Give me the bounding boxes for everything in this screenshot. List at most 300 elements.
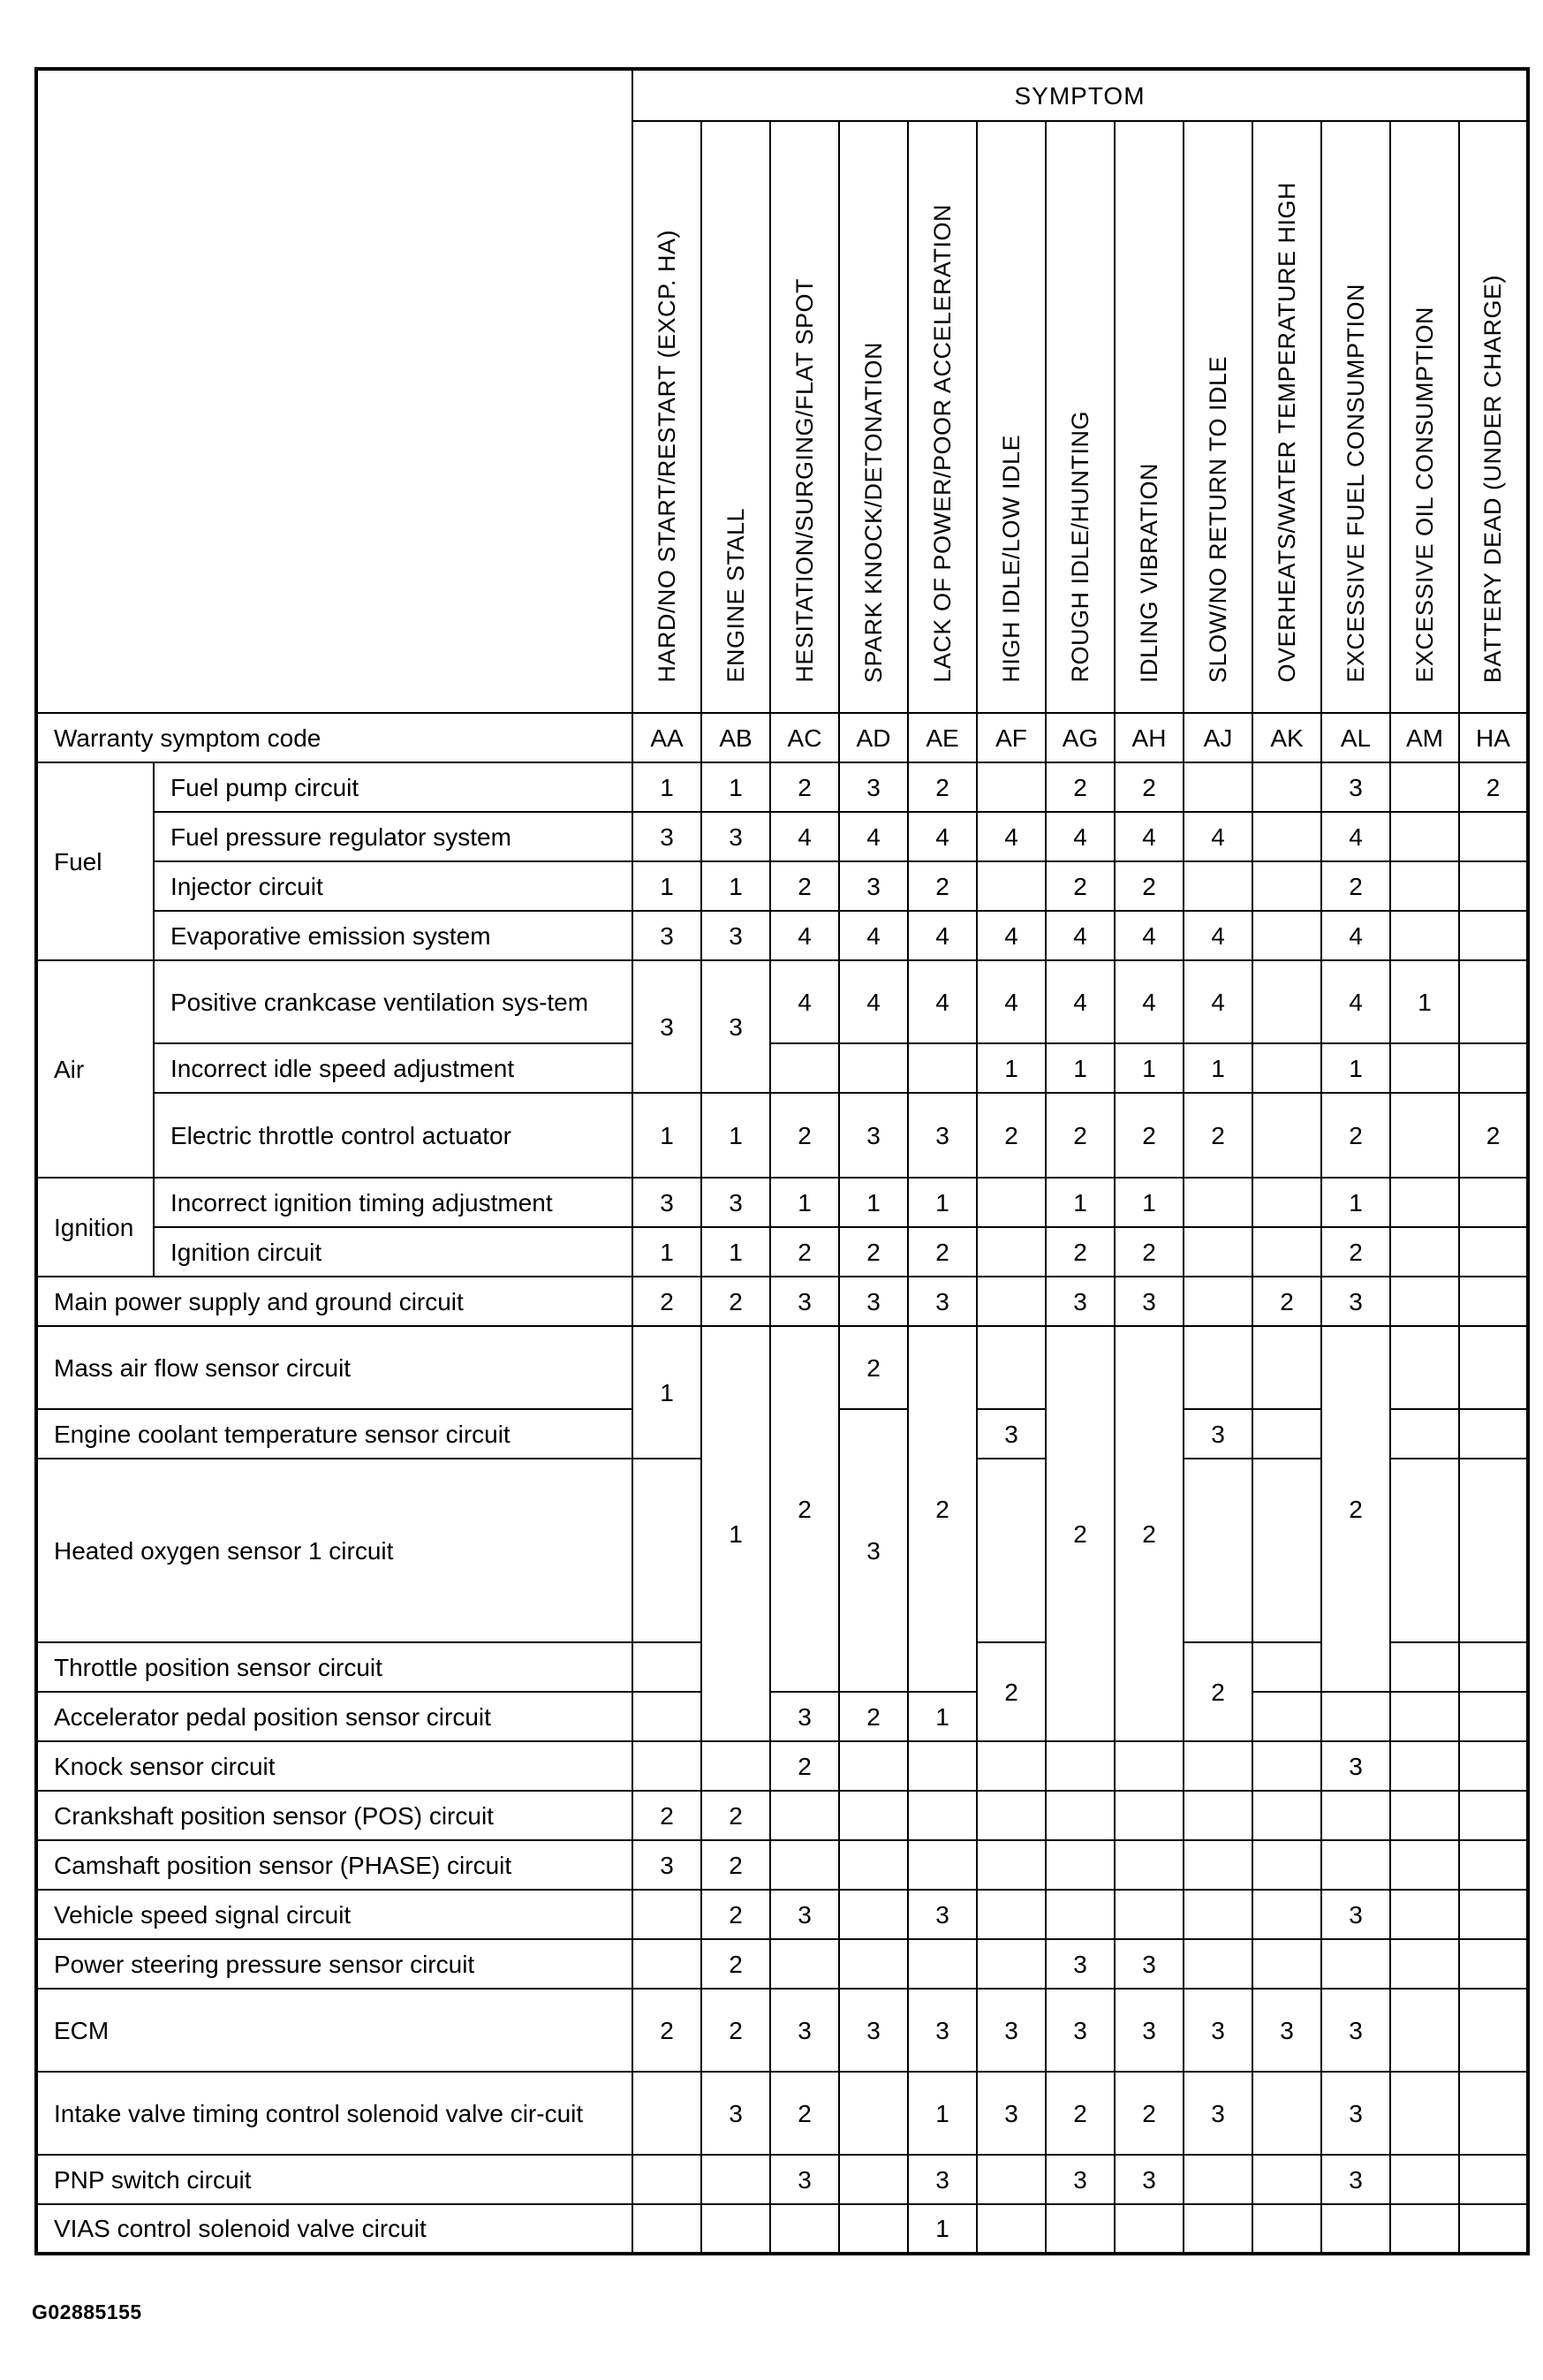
value-cell bbox=[1390, 1890, 1459, 1939]
item-label: Heated oxygen sensor 1 circuit bbox=[36, 1459, 632, 1642]
value-cell bbox=[1046, 1840, 1115, 1890]
value-cell: 2 bbox=[770, 762, 839, 812]
symptom-name-ak: OVERHEATS/WATER TEMPERATURE HIGH bbox=[1252, 121, 1321, 713]
value-cell bbox=[1184, 2204, 1252, 2254]
value-cell: 1 bbox=[632, 1227, 701, 1277]
value-cell bbox=[1390, 1939, 1459, 1989]
category-ignition: Ignition bbox=[36, 1178, 154, 1277]
value-cell bbox=[1390, 1989, 1459, 2072]
value-cell: 2 bbox=[770, 2072, 839, 2155]
value-cell bbox=[1252, 1178, 1321, 1227]
value-cell: 3 bbox=[908, 1277, 977, 1326]
value-cell: 2 bbox=[770, 861, 839, 911]
value-cell: 3 bbox=[701, 960, 770, 1093]
value-cell bbox=[1390, 1741, 1459, 1791]
symptom-name-ag: ROUGH IDLE/HUNTING bbox=[1046, 121, 1115, 713]
value-cell: 4 bbox=[977, 812, 1046, 861]
value-cell: 1 bbox=[1115, 1178, 1184, 1227]
value-cell: 1 bbox=[701, 1093, 770, 1178]
value-cell bbox=[770, 1043, 839, 1093]
warranty-code: AL bbox=[1321, 713, 1390, 762]
value-cell: 2 bbox=[908, 1227, 977, 1277]
value-cell: 2 bbox=[770, 1326, 839, 1692]
value-cell bbox=[1459, 861, 1528, 911]
value-cell: 3 bbox=[1184, 1989, 1252, 2072]
symptom-name-aa: HARD/NO START/RESTART (EXCP. HA) bbox=[632, 121, 701, 713]
value-cell: 4 bbox=[770, 812, 839, 861]
value-cell bbox=[1390, 1227, 1459, 1277]
value-cell: 4 bbox=[1046, 960, 1115, 1043]
value-cell: 2 bbox=[908, 861, 977, 911]
value-cell bbox=[1252, 1409, 1321, 1459]
value-cell bbox=[1459, 1741, 1528, 1791]
value-cell bbox=[1252, 1093, 1321, 1178]
symptom-name-ae: LACK OF POWER/POOR ACCELERATION bbox=[908, 121, 977, 713]
value-cell bbox=[908, 1043, 977, 1093]
value-cell bbox=[1321, 2204, 1390, 2254]
item-label: Injector circuit bbox=[154, 861, 632, 911]
warranty-code: HA bbox=[1459, 713, 1528, 762]
value-cell: 2 bbox=[1459, 1093, 1528, 1178]
value-cell: 2 bbox=[1321, 1227, 1390, 1277]
value-cell: 3 bbox=[632, 1178, 701, 1227]
value-cell bbox=[1115, 2204, 1184, 2254]
warranty-code: AE bbox=[908, 713, 977, 762]
warranty-code: AD bbox=[839, 713, 908, 762]
value-cell: 3 bbox=[632, 812, 701, 861]
value-cell: 2 bbox=[1184, 1093, 1252, 1178]
value-cell: 3 bbox=[1115, 1277, 1184, 1326]
value-cell bbox=[1459, 2204, 1528, 2254]
value-cell: 1 bbox=[1046, 1043, 1115, 1093]
value-cell: 3 bbox=[770, 1989, 839, 2072]
value-cell: 3 bbox=[908, 1093, 977, 1178]
value-cell bbox=[908, 1840, 977, 1890]
value-cell bbox=[1459, 911, 1528, 960]
value-cell bbox=[839, 1741, 908, 1791]
value-cell bbox=[1252, 1840, 1321, 1890]
value-cell bbox=[908, 1741, 977, 1791]
symptom-name-am: EXCESSIVE OIL CONSUMPTION bbox=[1390, 121, 1459, 713]
value-cell: 4 bbox=[1184, 960, 1252, 1043]
value-cell bbox=[1184, 1227, 1252, 1277]
value-cell: 4 bbox=[839, 960, 908, 1043]
value-cell bbox=[977, 1741, 1046, 1791]
value-cell: 2 bbox=[839, 1326, 908, 1409]
warranty-code-label: Warranty symptom code bbox=[36, 713, 632, 762]
value-cell bbox=[839, 2204, 908, 2254]
value-cell bbox=[1184, 1277, 1252, 1326]
value-cell: 3 bbox=[839, 861, 908, 911]
value-cell: 2 bbox=[770, 1227, 839, 1277]
item-label: Main power supply and ground circuit bbox=[36, 1277, 632, 1326]
value-cell bbox=[1184, 861, 1252, 911]
symptom-name-aj: SLOW/NO RETURN TO IDLE bbox=[1184, 121, 1252, 713]
value-cell bbox=[1321, 1791, 1390, 1840]
value-cell: 3 bbox=[1046, 1989, 1115, 2072]
value-cell: 1 bbox=[908, 1178, 977, 1227]
value-cell: 4 bbox=[1321, 960, 1390, 1043]
value-cell bbox=[1046, 1890, 1115, 1939]
value-cell: 3 bbox=[1321, 1277, 1390, 1326]
value-cell: 3 bbox=[770, 1692, 839, 1741]
symptom-name-ah: IDLING VIBRATION bbox=[1115, 121, 1184, 713]
value-cell bbox=[632, 2072, 701, 2155]
value-cell: 4 bbox=[1184, 911, 1252, 960]
value-cell bbox=[1459, 1277, 1528, 1326]
value-cell: 1 bbox=[1390, 960, 1459, 1043]
value-cell: 3 bbox=[1046, 1277, 1115, 1326]
value-cell bbox=[1115, 1741, 1184, 1791]
value-cell: 2 bbox=[1115, 1093, 1184, 1178]
value-cell: 2 bbox=[1321, 1326, 1390, 1692]
value-cell: 1 bbox=[1321, 1043, 1390, 1093]
value-cell bbox=[1459, 1227, 1528, 1277]
value-cell: 2 bbox=[1046, 861, 1115, 911]
item-label: Evaporative emission system bbox=[154, 911, 632, 960]
value-cell: 3 bbox=[977, 2072, 1046, 2155]
value-cell bbox=[1459, 1642, 1528, 1692]
value-cell bbox=[1390, 1409, 1459, 1459]
value-cell: 2 bbox=[1115, 861, 1184, 911]
value-cell: 3 bbox=[1321, 762, 1390, 812]
value-cell bbox=[1459, 812, 1528, 861]
value-cell bbox=[1321, 1939, 1390, 1989]
value-cell bbox=[701, 2204, 770, 2254]
item-label: Intake valve timing control solenoid valve cir-cuit bbox=[36, 2072, 632, 2155]
value-cell bbox=[908, 1939, 977, 1989]
warranty-code: AC bbox=[770, 713, 839, 762]
value-cell bbox=[1459, 1692, 1528, 1741]
item-label: Vehicle speed signal circuit bbox=[36, 1890, 632, 1939]
value-cell bbox=[1459, 1178, 1528, 1227]
value-cell bbox=[1046, 1741, 1115, 1791]
value-cell: 2 bbox=[1321, 1093, 1390, 1178]
value-cell: 3 bbox=[1321, 1890, 1390, 1939]
value-cell: 2 bbox=[908, 762, 977, 812]
value-cell: 4 bbox=[839, 911, 908, 960]
value-cell: 2 bbox=[632, 1791, 701, 1840]
value-cell bbox=[770, 2204, 839, 2254]
value-cell bbox=[1390, 1791, 1459, 1840]
value-cell: 3 bbox=[1046, 1939, 1115, 1989]
value-cell: 3 bbox=[770, 1890, 839, 1939]
value-cell bbox=[1459, 2072, 1528, 2155]
value-cell: 1 bbox=[908, 2072, 977, 2155]
value-cell bbox=[977, 1227, 1046, 1277]
value-cell: 2 bbox=[701, 1890, 770, 1939]
value-cell bbox=[1115, 1840, 1184, 1890]
value-cell bbox=[1115, 1791, 1184, 1840]
value-cell bbox=[1184, 1326, 1252, 1409]
value-cell bbox=[1390, 1043, 1459, 1093]
value-cell bbox=[1046, 2204, 1115, 2254]
value-cell bbox=[1184, 1459, 1252, 1642]
value-cell: 2 bbox=[977, 1642, 1046, 1741]
value-cell: 4 bbox=[770, 911, 839, 960]
value-cell bbox=[1459, 1409, 1528, 1459]
value-cell bbox=[1390, 1093, 1459, 1178]
value-cell bbox=[977, 762, 1046, 812]
value-cell bbox=[1459, 1989, 1528, 2072]
value-cell: 2 bbox=[839, 1227, 908, 1277]
value-cell: 3 bbox=[632, 911, 701, 960]
value-cell: 2 bbox=[1115, 762, 1184, 812]
value-cell: 3 bbox=[908, 2155, 977, 2204]
value-cell bbox=[701, 2155, 770, 2204]
value-cell bbox=[1252, 861, 1321, 911]
value-cell bbox=[632, 1459, 701, 1642]
value-cell bbox=[632, 1939, 701, 1989]
value-cell: 1 bbox=[632, 1093, 701, 1178]
value-cell bbox=[908, 1791, 977, 1840]
value-cell: 3 bbox=[839, 762, 908, 812]
warranty-code: AF bbox=[977, 713, 1046, 762]
value-cell bbox=[632, 2204, 701, 2254]
value-cell bbox=[1390, 2072, 1459, 2155]
value-cell: 1 bbox=[1046, 1178, 1115, 1227]
value-cell: 1 bbox=[1321, 1178, 1390, 1227]
value-cell bbox=[632, 1692, 701, 1741]
warranty-code: AM bbox=[1390, 713, 1459, 762]
value-cell bbox=[1184, 1791, 1252, 1840]
value-cell: 2 bbox=[1046, 2072, 1115, 2155]
diagnosis-matrix-table bbox=[34, 67, 1530, 2255]
value-cell bbox=[1184, 1890, 1252, 1939]
category-fuel: Fuel bbox=[36, 762, 154, 960]
item-label: VIAS control solenoid valve circuit bbox=[36, 2204, 632, 2254]
symptom-header: SYMPTOM bbox=[632, 69, 1528, 121]
value-cell: 1 bbox=[770, 1178, 839, 1227]
value-cell: 3 bbox=[1115, 1939, 1184, 1989]
value-cell bbox=[1321, 1840, 1390, 1890]
value-cell: 4 bbox=[1115, 812, 1184, 861]
value-cell: 2 bbox=[632, 1989, 701, 2072]
value-cell bbox=[1252, 762, 1321, 812]
item-label: Incorrect ignition timing adjustment bbox=[154, 1178, 632, 1227]
value-cell bbox=[977, 861, 1046, 911]
value-cell bbox=[1390, 861, 1459, 911]
value-cell: 1 bbox=[632, 762, 701, 812]
value-cell bbox=[1459, 1890, 1528, 1939]
value-cell: 3 bbox=[1046, 2155, 1115, 2204]
value-cell bbox=[632, 1741, 701, 1791]
value-cell: 1 bbox=[977, 1043, 1046, 1093]
warranty-code: AA bbox=[632, 713, 701, 762]
value-cell bbox=[839, 1890, 908, 1939]
value-cell: 2 bbox=[1046, 1326, 1115, 1741]
value-cell bbox=[1252, 2155, 1321, 2204]
value-cell: 3 bbox=[1184, 2072, 1252, 2155]
value-cell: 2 bbox=[701, 1791, 770, 1840]
value-cell: 3 bbox=[1321, 1741, 1390, 1791]
value-cell bbox=[1252, 1459, 1321, 1642]
value-cell: 2 bbox=[1184, 1642, 1252, 1741]
item-label: Fuel pump circuit bbox=[154, 762, 632, 812]
value-cell bbox=[1459, 1459, 1528, 1642]
value-cell bbox=[1390, 1277, 1459, 1326]
value-cell bbox=[1184, 1178, 1252, 1227]
value-cell: 3 bbox=[839, 1277, 908, 1326]
value-cell bbox=[701, 1741, 770, 1791]
value-cell: 2 bbox=[632, 1277, 701, 1326]
value-cell bbox=[977, 2204, 1046, 2254]
value-cell: 1 bbox=[701, 861, 770, 911]
value-cell: 1 bbox=[839, 1178, 908, 1227]
value-cell bbox=[1459, 1043, 1528, 1093]
value-cell bbox=[1252, 1326, 1321, 1409]
value-cell bbox=[977, 1939, 1046, 1989]
value-cell bbox=[1390, 2155, 1459, 2204]
value-cell bbox=[839, 1791, 908, 1840]
warranty-code: AG bbox=[1046, 713, 1115, 762]
value-cell: 4 bbox=[1115, 960, 1184, 1043]
item-label: Mass air flow sensor circuit bbox=[36, 1326, 632, 1409]
value-cell bbox=[977, 1277, 1046, 1326]
value-cell bbox=[1459, 2155, 1528, 2204]
value-cell: 4 bbox=[977, 960, 1046, 1043]
value-cell: 3 bbox=[632, 960, 701, 1093]
value-cell bbox=[1390, 1178, 1459, 1227]
value-cell: 3 bbox=[1115, 1989, 1184, 2072]
value-cell bbox=[1252, 1043, 1321, 1093]
value-cell: 3 bbox=[839, 1093, 908, 1178]
value-cell: 3 bbox=[701, 911, 770, 960]
value-cell: 2 bbox=[1046, 762, 1115, 812]
item-label: Crankshaft position sensor (POS) circuit bbox=[36, 1791, 632, 1840]
value-cell: 3 bbox=[701, 1178, 770, 1227]
value-cell bbox=[1252, 1642, 1321, 1692]
value-cell: 3 bbox=[701, 812, 770, 861]
item-label: Incorrect idle speed adjustment bbox=[154, 1043, 632, 1093]
value-cell bbox=[1459, 960, 1528, 1043]
item-label: Positive crankcase ventilation sys-tem bbox=[154, 960, 632, 1043]
value-cell: 3 bbox=[1321, 2155, 1390, 2204]
warranty-code: AJ bbox=[1184, 713, 1252, 762]
value-cell bbox=[1252, 1939, 1321, 1989]
value-cell: 2 bbox=[839, 1692, 908, 1741]
value-cell: 2 bbox=[1115, 1227, 1184, 1277]
value-cell: 3 bbox=[839, 1409, 908, 1692]
warranty-code: AH bbox=[1115, 713, 1184, 762]
item-label: Knock sensor circuit bbox=[36, 1741, 632, 1791]
value-cell: 3 bbox=[1115, 2155, 1184, 2204]
value-cell bbox=[632, 1890, 701, 1939]
value-cell bbox=[1184, 762, 1252, 812]
value-cell: 4 bbox=[1046, 812, 1115, 861]
value-cell bbox=[1046, 1791, 1115, 1840]
symptom-name-ac: HESITATION/SURGING/FLAT SPOT bbox=[770, 121, 839, 713]
value-cell: 3 bbox=[977, 1989, 1046, 2072]
value-cell: 1 bbox=[632, 861, 701, 911]
value-cell bbox=[977, 1890, 1046, 1939]
value-cell: 2 bbox=[701, 1840, 770, 1890]
value-cell bbox=[977, 1178, 1046, 1227]
value-cell: 4 bbox=[1321, 911, 1390, 960]
value-cell: 2 bbox=[1115, 1326, 1184, 1741]
value-cell: 1 bbox=[701, 1326, 770, 1741]
value-cell: 3 bbox=[839, 1989, 908, 2072]
item-label: Camshaft position sensor (PHASE) circuit bbox=[36, 1840, 632, 1890]
value-cell bbox=[977, 1326, 1046, 1409]
value-cell bbox=[839, 1840, 908, 1890]
value-cell bbox=[632, 1642, 701, 1692]
value-cell bbox=[1459, 1791, 1528, 1840]
value-cell bbox=[770, 1791, 839, 1840]
value-cell bbox=[1252, 1890, 1321, 1939]
value-cell bbox=[977, 1459, 1046, 1642]
value-cell bbox=[1390, 762, 1459, 812]
value-cell bbox=[1390, 812, 1459, 861]
item-label: PNP switch circuit bbox=[36, 2155, 632, 2204]
value-cell: 2 bbox=[1252, 1277, 1321, 1326]
value-cell: 3 bbox=[632, 1840, 701, 1890]
item-label: Accelerator pedal position sensor circuit bbox=[36, 1692, 632, 1741]
value-cell: 2 bbox=[1459, 762, 1528, 812]
value-cell: 3 bbox=[908, 1989, 977, 2072]
value-cell: 3 bbox=[908, 1890, 977, 1939]
value-cell: 2 bbox=[701, 1989, 770, 2072]
item-label: Electric throttle control actuator bbox=[154, 1093, 632, 1178]
header-corner-blank bbox=[36, 69, 632, 713]
value-cell bbox=[1321, 1692, 1390, 1741]
value-cell: 1 bbox=[701, 762, 770, 812]
value-cell: 2 bbox=[701, 1939, 770, 1989]
value-cell bbox=[1390, 2204, 1459, 2254]
value-cell bbox=[632, 2155, 701, 2204]
value-cell bbox=[839, 1043, 908, 1093]
value-cell bbox=[1252, 911, 1321, 960]
value-cell: 1 bbox=[1184, 1043, 1252, 1093]
value-cell: 2 bbox=[770, 1741, 839, 1791]
value-cell: 4 bbox=[1046, 911, 1115, 960]
value-cell bbox=[1184, 2155, 1252, 2204]
value-cell: 2 bbox=[1321, 861, 1390, 911]
value-cell: 2 bbox=[977, 1093, 1046, 1178]
value-cell bbox=[1459, 1326, 1528, 1409]
value-cell bbox=[977, 1791, 1046, 1840]
value-cell bbox=[1184, 1840, 1252, 1890]
symptom-name-af: HIGH IDLE/LOW IDLE bbox=[977, 121, 1046, 713]
value-cell bbox=[1459, 1939, 1528, 1989]
item-label: Throttle position sensor circuit bbox=[36, 1642, 632, 1692]
item-label: ECM bbox=[36, 1989, 632, 2072]
figure-code: G02885155 bbox=[32, 2300, 142, 2323]
value-cell: 4 bbox=[908, 911, 977, 960]
value-cell bbox=[1459, 1840, 1528, 1890]
value-cell bbox=[1184, 1741, 1252, 1791]
value-cell bbox=[1252, 960, 1321, 1043]
value-cell: 4 bbox=[770, 960, 839, 1043]
value-cell: 3 bbox=[977, 1409, 1046, 1459]
value-cell bbox=[1252, 1227, 1321, 1277]
value-cell: 2 bbox=[770, 1093, 839, 1178]
category-air: Air bbox=[36, 960, 154, 1178]
value-cell bbox=[1252, 2204, 1321, 2254]
value-cell: 4 bbox=[839, 812, 908, 861]
value-cell bbox=[1390, 911, 1459, 960]
value-cell bbox=[839, 2072, 908, 2155]
item-label: Engine coolant temperature sensor circuit bbox=[36, 1409, 632, 1459]
item-label: Power steering pressure sensor circuit bbox=[36, 1939, 632, 1989]
value-cell: 2 bbox=[1046, 1093, 1115, 1178]
value-cell: 4 bbox=[908, 812, 977, 861]
value-cell bbox=[1390, 1326, 1459, 1409]
value-cell: 3 bbox=[1321, 1989, 1390, 2072]
value-cell: 4 bbox=[1115, 911, 1184, 960]
value-cell bbox=[839, 2155, 908, 2204]
value-cell bbox=[839, 1939, 908, 1989]
